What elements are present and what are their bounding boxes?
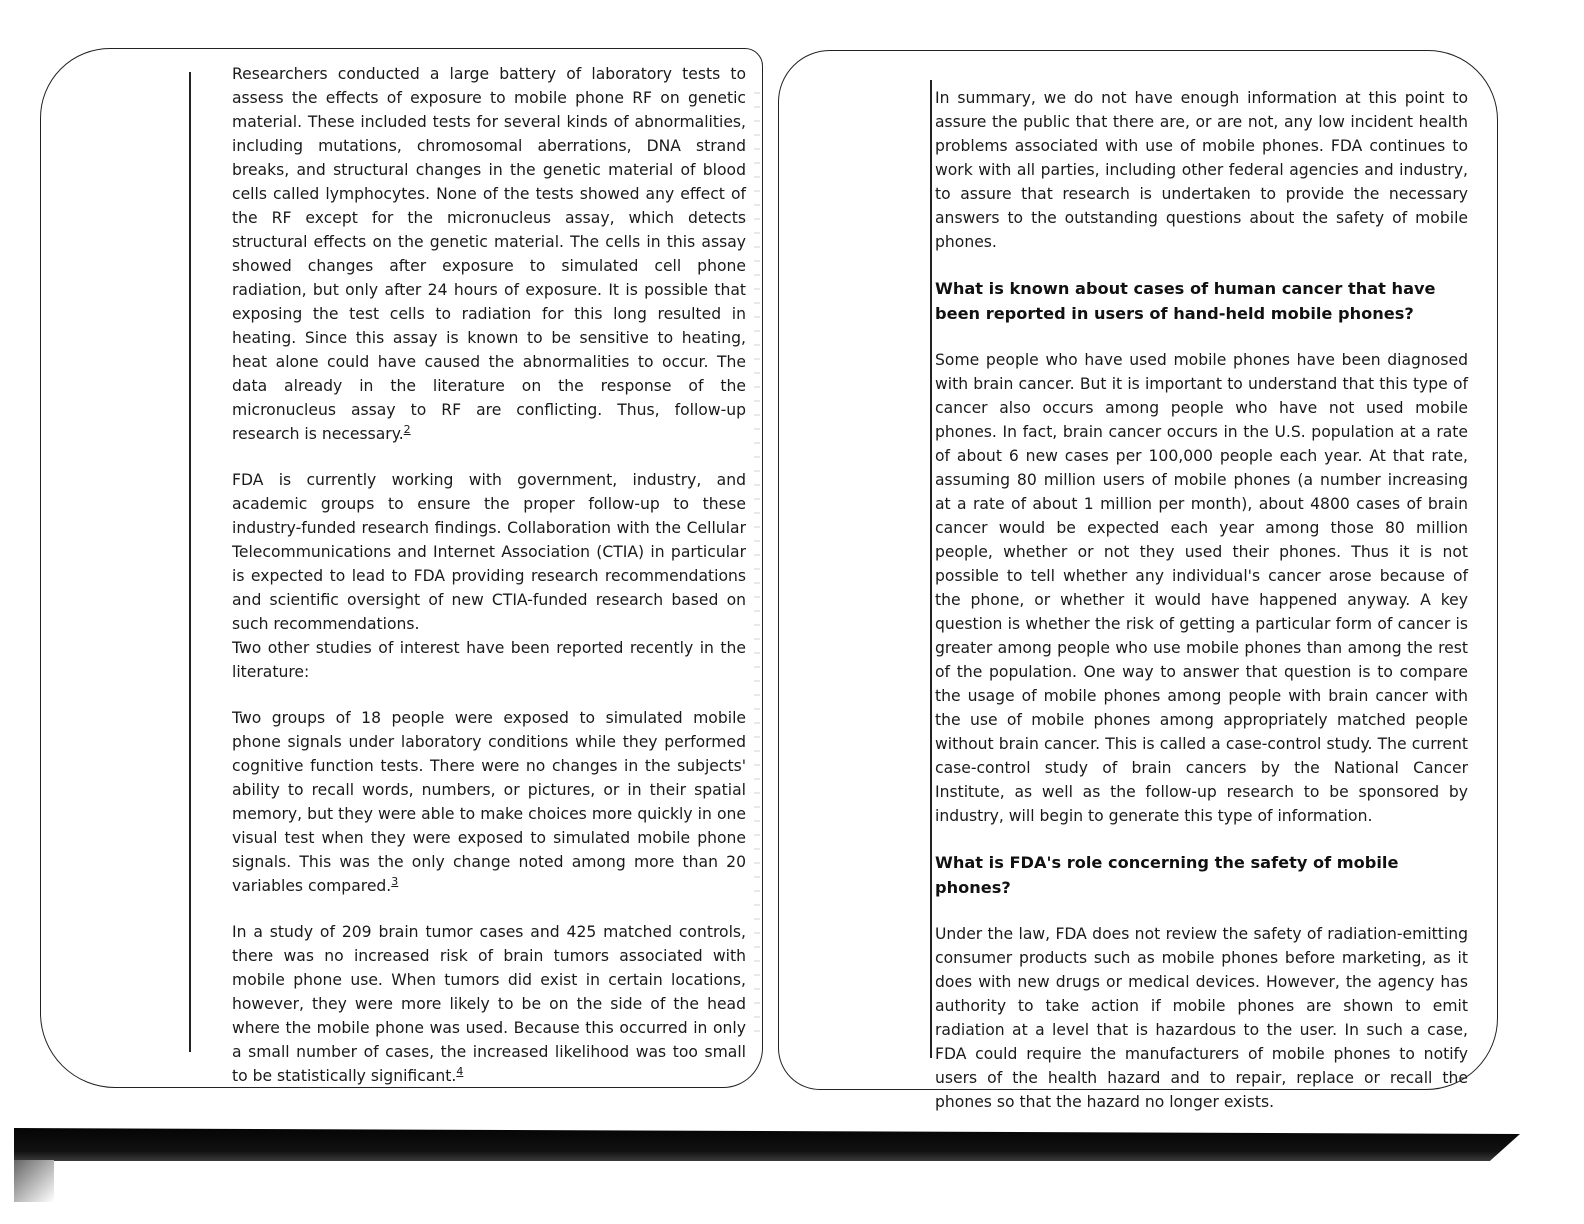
- paragraph-brain-cancer: Some people who have used mobile phones have been diagnosed with brain cancer. But it is important to understand that this type of cancer also occurs among people who have not used mobile phones. In fact, brain cancer occurs in the U.S. population at a rate of about 6 new cases per 100,000 people each year. At that rate, assuming 80 million users of mobile phones (a number increasing at a rate of about 1 million per month), about 4800 cases of brain cancer would be expected each year among those 80 million people, whether or not they used their phones. Thus it is not possible to tell whether any individual's cancer arose because of the phone, or whether it would have happened anyway. A key question is whether the risk of getting a particular form of cancer is greater among people who use mobile phones than among the rest of the population. One way to answer that question is to compare the usage of mobile phones among people with brain cancer with the use of mobile phones among appropriately matched people without brain cancer. This is called a case-control study. The current case-control study of brain cancers by the National Cancer Institute, as well as the follow-up research to be sponsored by industry, will begin to generate this type of information.: [935, 351, 1468, 825]
- heading-fda-role: What is FDA's role concerning the safety of mobile phones?: [935, 853, 1399, 897]
- paragraph-fda-law: Under the law, FDA does not review the safety of radiation-emitting consumer products such as mobile phones before marketing, as it does with new drugs or medical devices. However, the agency has authority to take action if mobile phones are shown to emit radiation at a level that is hazardous to the user. In such a case, FDA could require the manufacturers of mobile phones to notify users of the health hazard and to repair, replace or recall the phones so that the hazard no longer exists.: [935, 925, 1468, 1111]
- footnote-ref[interactable]: 3: [391, 875, 399, 888]
- footnote-ref[interactable]: 4: [456, 1065, 464, 1078]
- paragraph-genetic-tests: [232, 62, 746, 446]
- paragraph-text: In a study of 209 brain tumor cases and 425 matched controls, there was no increased risk of brain tumors associated with mobile phone use. When tumors did exist in certain locations, however, they were more likely to be on the side of the head where the mobile phone was used. Because this occurred in only a small number of cases, the increased likelihood was too small to be statistically significant.: [232, 923, 746, 1085]
- paragraph-text: Researchers conducted a large battery of laboratory tests to assess the effects of exposure to mobile phone RF on genetic material. These included tests for several kinds of abnormalities, including mutations, chromosomal aberrations, DNA strand breaks, and structural changes in the genetic material of blood cells called lymphocytes. None of the tests showed any effect of the RF except for the micronucleus assay, which detects structural effects on the genetic material. The cells in this assay showed changes after exposure to simulated cell phone radiation, but only after 24 hours of exposure. It is possible that exposing the test cells to radiation for this long resulted in heating. Since this assay is known to be sensitive to heating, heat alone could have caused the abnormalities to occur. The data already in the literature on the response of the micronucleus assay to RF are conflicting. Thus, follow-up research is necessary.: [232, 65, 746, 443]
- paragraph-cognitive-study: [232, 706, 746, 898]
- left-page-column: [232, 62, 746, 1110]
- left-margin-rule: [189, 72, 191, 1052]
- right-margin-rule: [930, 80, 932, 1058]
- paragraph-text: Two groups of 18 people were exposed to simulated mobile phone signals under laboratory conditions while they performed cognitive function tests. There were no changes in the subjects' ability to recall words, numbers, or pictures, or in their spatial memory, but they were able to make choices more quickly in one visual test when they were exposed to simulated mobile phone signals. This was the only change noted among more than 20 variables compared.: [232, 709, 746, 895]
- paragraph-other-studies: [232, 636, 746, 684]
- heading-human-cancer: What is known about cases of human cancer that have been reported in users of hand-held mobile phones?: [935, 279, 1436, 323]
- footnote-ref[interactable]: 2: [403, 423, 411, 436]
- paragraph-tumor-study: [232, 920, 746, 1088]
- binding-shadow: [754, 92, 760, 1042]
- paragraph-text: Two other studies of interest have been reported recently in the literature:: [232, 639, 746, 681]
- scanner-corner-artifact: [14, 1160, 54, 1202]
- paragraph-text: FDA is currently working with government, industry, and academic groups to ensure the proper follow-up to these industry-funded research findings. Collaboration with the Cellular Telecommunications and Internet Association (CTIA) in particular is expected to lead to FDA providing research recommendations and scientific oversight of new CTIA-funded research based on such recommendations.: [232, 471, 746, 633]
- paragraph-fda-collaboration: [232, 468, 746, 636]
- right-page-column: [935, 86, 1468, 1136]
- paragraph-summary: In summary, we do not have enough information at this point to assure the public that there are, or are not, any low incident health problems associated with use of mobile phones. FDA continues to work with all parties, including other federal agencies and industry, to assure that research is undertaken to provide the necessary answers to the outstanding questions about the safety of mobile phones.: [935, 89, 1468, 251]
